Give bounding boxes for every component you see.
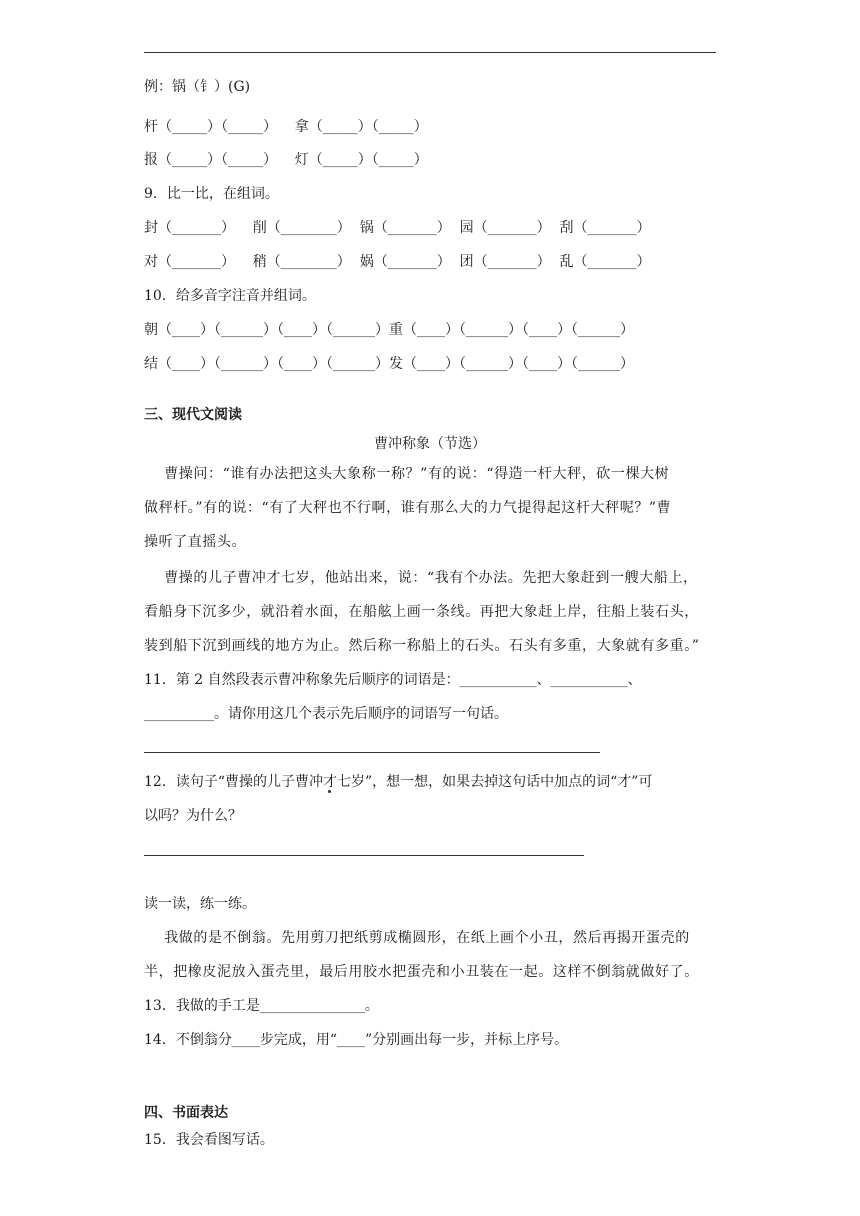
radical-row-1: 杆（_____）（_____） 拿（_____）（_____）	[144, 119, 428, 135]
question-9-title: 9．比一比，在组词。	[144, 186, 279, 202]
emphasis-dotted-char: 才	[322, 774, 337, 790]
answer-line-11[interactable]	[144, 752, 600, 753]
reading-intro: 读一读，练一练。	[144, 896, 256, 912]
reading-p-line1: 我做的是不倒翁。先用剪刀把纸剪成椭圆形，在纸上画个小丑，然后再揭开蛋壳的	[144, 930, 690, 946]
answer-line-12[interactable]	[144, 855, 584, 856]
question-14: 14．不倒翁分____步完成，用“____”分别画出每一步，并标上序号。	[144, 1032, 569, 1048]
passage-p2-line2: 看船身下沉多少，就沿着水面，在船舷上画一条线。再把大象赶上岸，往船上装石头，	[144, 604, 699, 620]
polyphone-row-1: 朝（____）（______）（____）（______）重（____）（______）（____）（______）	[144, 322, 634, 338]
compare-row-1: 封（_______） 削（________） 锅（_______） 园（_______） 刮（_______）	[144, 220, 651, 236]
passage-p1-line3: 操听了直摇头。	[144, 534, 247, 550]
question-15: 15．我会看图写话。	[144, 1132, 274, 1148]
passage-p2-line3: 装到船下沉到画线的地方为止。然后称一称船上的石头。石头有多重，大象就有多重。”	[144, 638, 700, 654]
question-13: 13．我做的手工是_______________。	[144, 998, 379, 1014]
passage-p2-line1: 曹操的儿子曹冲才七岁，他站出来，说：“我有个办法。先把大象赶到一艘大船上，	[144, 570, 698, 586]
question-12-line2: 以吗？为什么？	[144, 808, 242, 824]
passage-title: 曹冲称象（节选）	[374, 436, 486, 452]
radical-row-2: 报（_____）（_____） 灯（_____）（_____）	[144, 152, 428, 168]
question-11-line2: __________。请你用这几个表示先后顺序的词语写一句话。	[144, 706, 508, 722]
reading-p-line2: 半，把橡皮泥放入蛋壳里，最后用胶水把蛋壳和小丑装在一起。这样不倒翁就做好了。	[144, 964, 699, 980]
section-3-heading: 三、现代文阅读	[144, 407, 242, 423]
passage-p1-line1: 曹操问：“谁有办法把这头大象称一称？”有的说：“得造一杆大秤，砍一棵大树	[144, 466, 670, 482]
compare-row-2: 对（_______） 稍（________） 娲（_______） 团（_______） 乱（_______）	[144, 254, 651, 270]
question-12-text-b: 七岁”，想一想，如果去掉这句话中加点的词“才”可	[336, 774, 653, 790]
section-4-heading: 四、书面表达	[144, 1105, 228, 1121]
example-line: 例：锅（钅）(G)	[144, 79, 251, 95]
question-12-text-a: 12．读句子“曹操的儿子曹冲	[144, 774, 323, 790]
header-rule	[144, 52, 716, 53]
polyphone-row-2: 结（____）（______）（____）（______）发（____）（______）（____）（______）	[144, 356, 634, 372]
question-12-line1	[144, 772, 652, 792]
question-10-title: 10．给多音字注音并组词。	[144, 288, 316, 304]
passage-p1-line2: 做秤杆。”有的说：“有了大秤也不行啊，谁有那么大的力气提得起这杆大秤呢？”曹	[144, 500, 672, 516]
question-11-line1: 11．第 2 自然段表示曹冲称象先后顺序的词语是：___________、___________、	[144, 672, 642, 688]
